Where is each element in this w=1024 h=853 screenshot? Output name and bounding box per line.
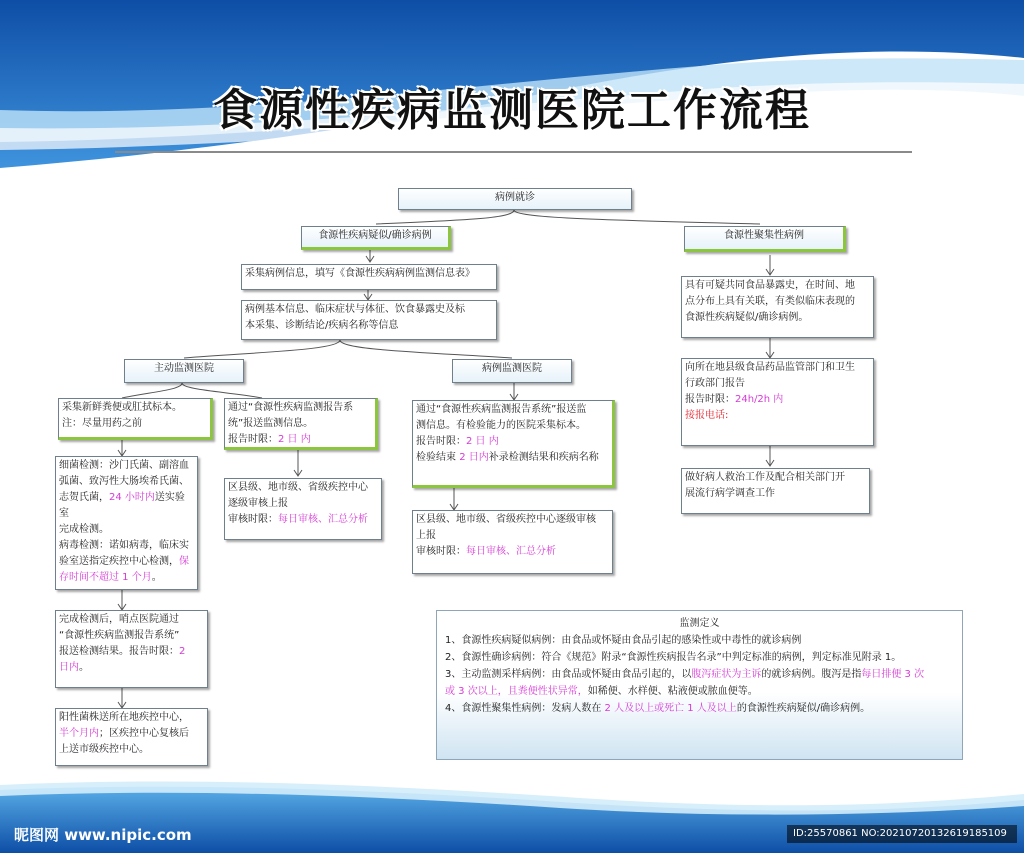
complete-report-node: 完成检测后，哨点医院通过 “食源性疾病监测报告系统” 报送检测结果。报告时限：2 日内。 — [55, 610, 208, 688]
case-info-node: 病例基本信息、临床症状与体征、饮食暴露史及标 本采集、诊断结论/疾病名称等信息 — [241, 300, 497, 340]
definition-4: 4、食源性聚集性病例：发病人数在 2 人及以上或死亡 1 人及以上的食源性疾病疑似/确诊病例。 — [445, 703, 871, 714]
active-hospital-node: 主动监测医院 — [124, 359, 244, 383]
cluster-report-node: 向所在地县级食品药品监管部门和卫生 行政部门报告 报告时限：24h/2h 内 接报电话: — [681, 358, 874, 446]
visit-node: 病例就诊 — [398, 188, 632, 210]
rescue-node: 做好病人救治工作及配合相关部门开 展流行病学调查工作 — [681, 468, 870, 514]
definitions-panel: 监测定义 1、食源性疾病疑似病例：由食品或怀疑由食品引起的感染性或中毒性的就诊病例 2、食源性确诊病例：符合《规范》附录“食源性疾病报告名录”中判定标准的病例，判定标准见附录 1。 3、主动监测采样病例：由食品或怀疑由食品引起的，以腹泻症状为主诉的就诊病例。腹泻是指每日排便 3 次 或 3 次以上，且粪便性状异常，如稀便、水样便、粘液便或脓血便等。 4、食源性聚集性病例：发病人数在 2 人及以上或死亡 1 人及以上的食源性疾病疑似/确诊病例。 — [436, 610, 963, 760]
report-system-node: 通过“食源性疾病监测报告系 统”报送监测信息。 报告时限：2 日 内 — [224, 398, 378, 450]
lab-testing-node: 细菌检测：沙门氏菌、副溶血 弧菌、致泻性大肠埃希氏菌、 志贺氏菌，24 小时内送实验室 完成检测。 病毒检测：诺如病毒，临床实 验室送指定疾控中心检测，保 存时间不超过 1 个月。 — [55, 456, 198, 590]
definition-1: 1、食源性疾病疑似病例：由食品或怀疑由食品引起的感染性或中毒性的就诊病例 — [445, 635, 802, 646]
definition-2: 2、食源性确诊病例：符合《规范》附录“食源性疾病报告名录”中判定标准的病例，判定标准见附录 1。 — [445, 652, 902, 663]
watermark-logo: 昵图网 www.nipic.com — [14, 826, 192, 844]
cluster-case-node: 食源性聚集性病例 — [684, 226, 846, 252]
cluster-definition-node: 具有可疑共同食品暴露史，在时间、地 点分布上具有关联，有类似临床表现的 食源性疾病疑似/确诊病例。 — [681, 276, 874, 338]
title-divider — [115, 151, 912, 153]
case-report-node: 通过“食源性疾病监测报告系统”报送监 测信息。有检验能力的医院采集标本。 报告时限：2 日 内 检验结束 2 日内补录检测结果和疾病名称 — [412, 400, 615, 488]
definitions-title: 监测定义 — [679, 618, 720, 629]
positive-strain-node: 阳性菌株送所在地疾控中心， 半个月内；区疾控中心复核后 上送市级疾控中心。 — [55, 708, 208, 766]
definition-3: 3、主动监测采样病例：由食品或怀疑由食品引起的，以腹泻症状为主诉的就诊病例。腹泻是指每日排便 3 次 — [445, 669, 925, 680]
region-review-node-b: 区县级、地市级、省级疾控中心逐级审核 上报 审核时限：每日审核、汇总分析 — [412, 510, 613, 574]
page-title: 食源性疾病监测医院工作流程 — [213, 85, 811, 136]
watermark-id: ID:25570861 NO:20210720132619185109 — [787, 825, 1017, 843]
sample-collection-node: 采集新鲜粪便或肛拭标本。 注：尽量用药之前 — [58, 398, 213, 440]
collect-info-node: 采集病例信息，填写《食源性疾病病例监测信息表》 — [241, 264, 497, 290]
region-review-node-a: 区县级、地市级、省级疾控中心 逐级审核上报 审核时限：每日审核、汇总分析 — [224, 478, 382, 540]
case-hospital-node: 病例监测医院 — [452, 359, 572, 383]
suspected-case-node: 食源性疾病疑似/确诊病例 — [301, 226, 451, 250]
